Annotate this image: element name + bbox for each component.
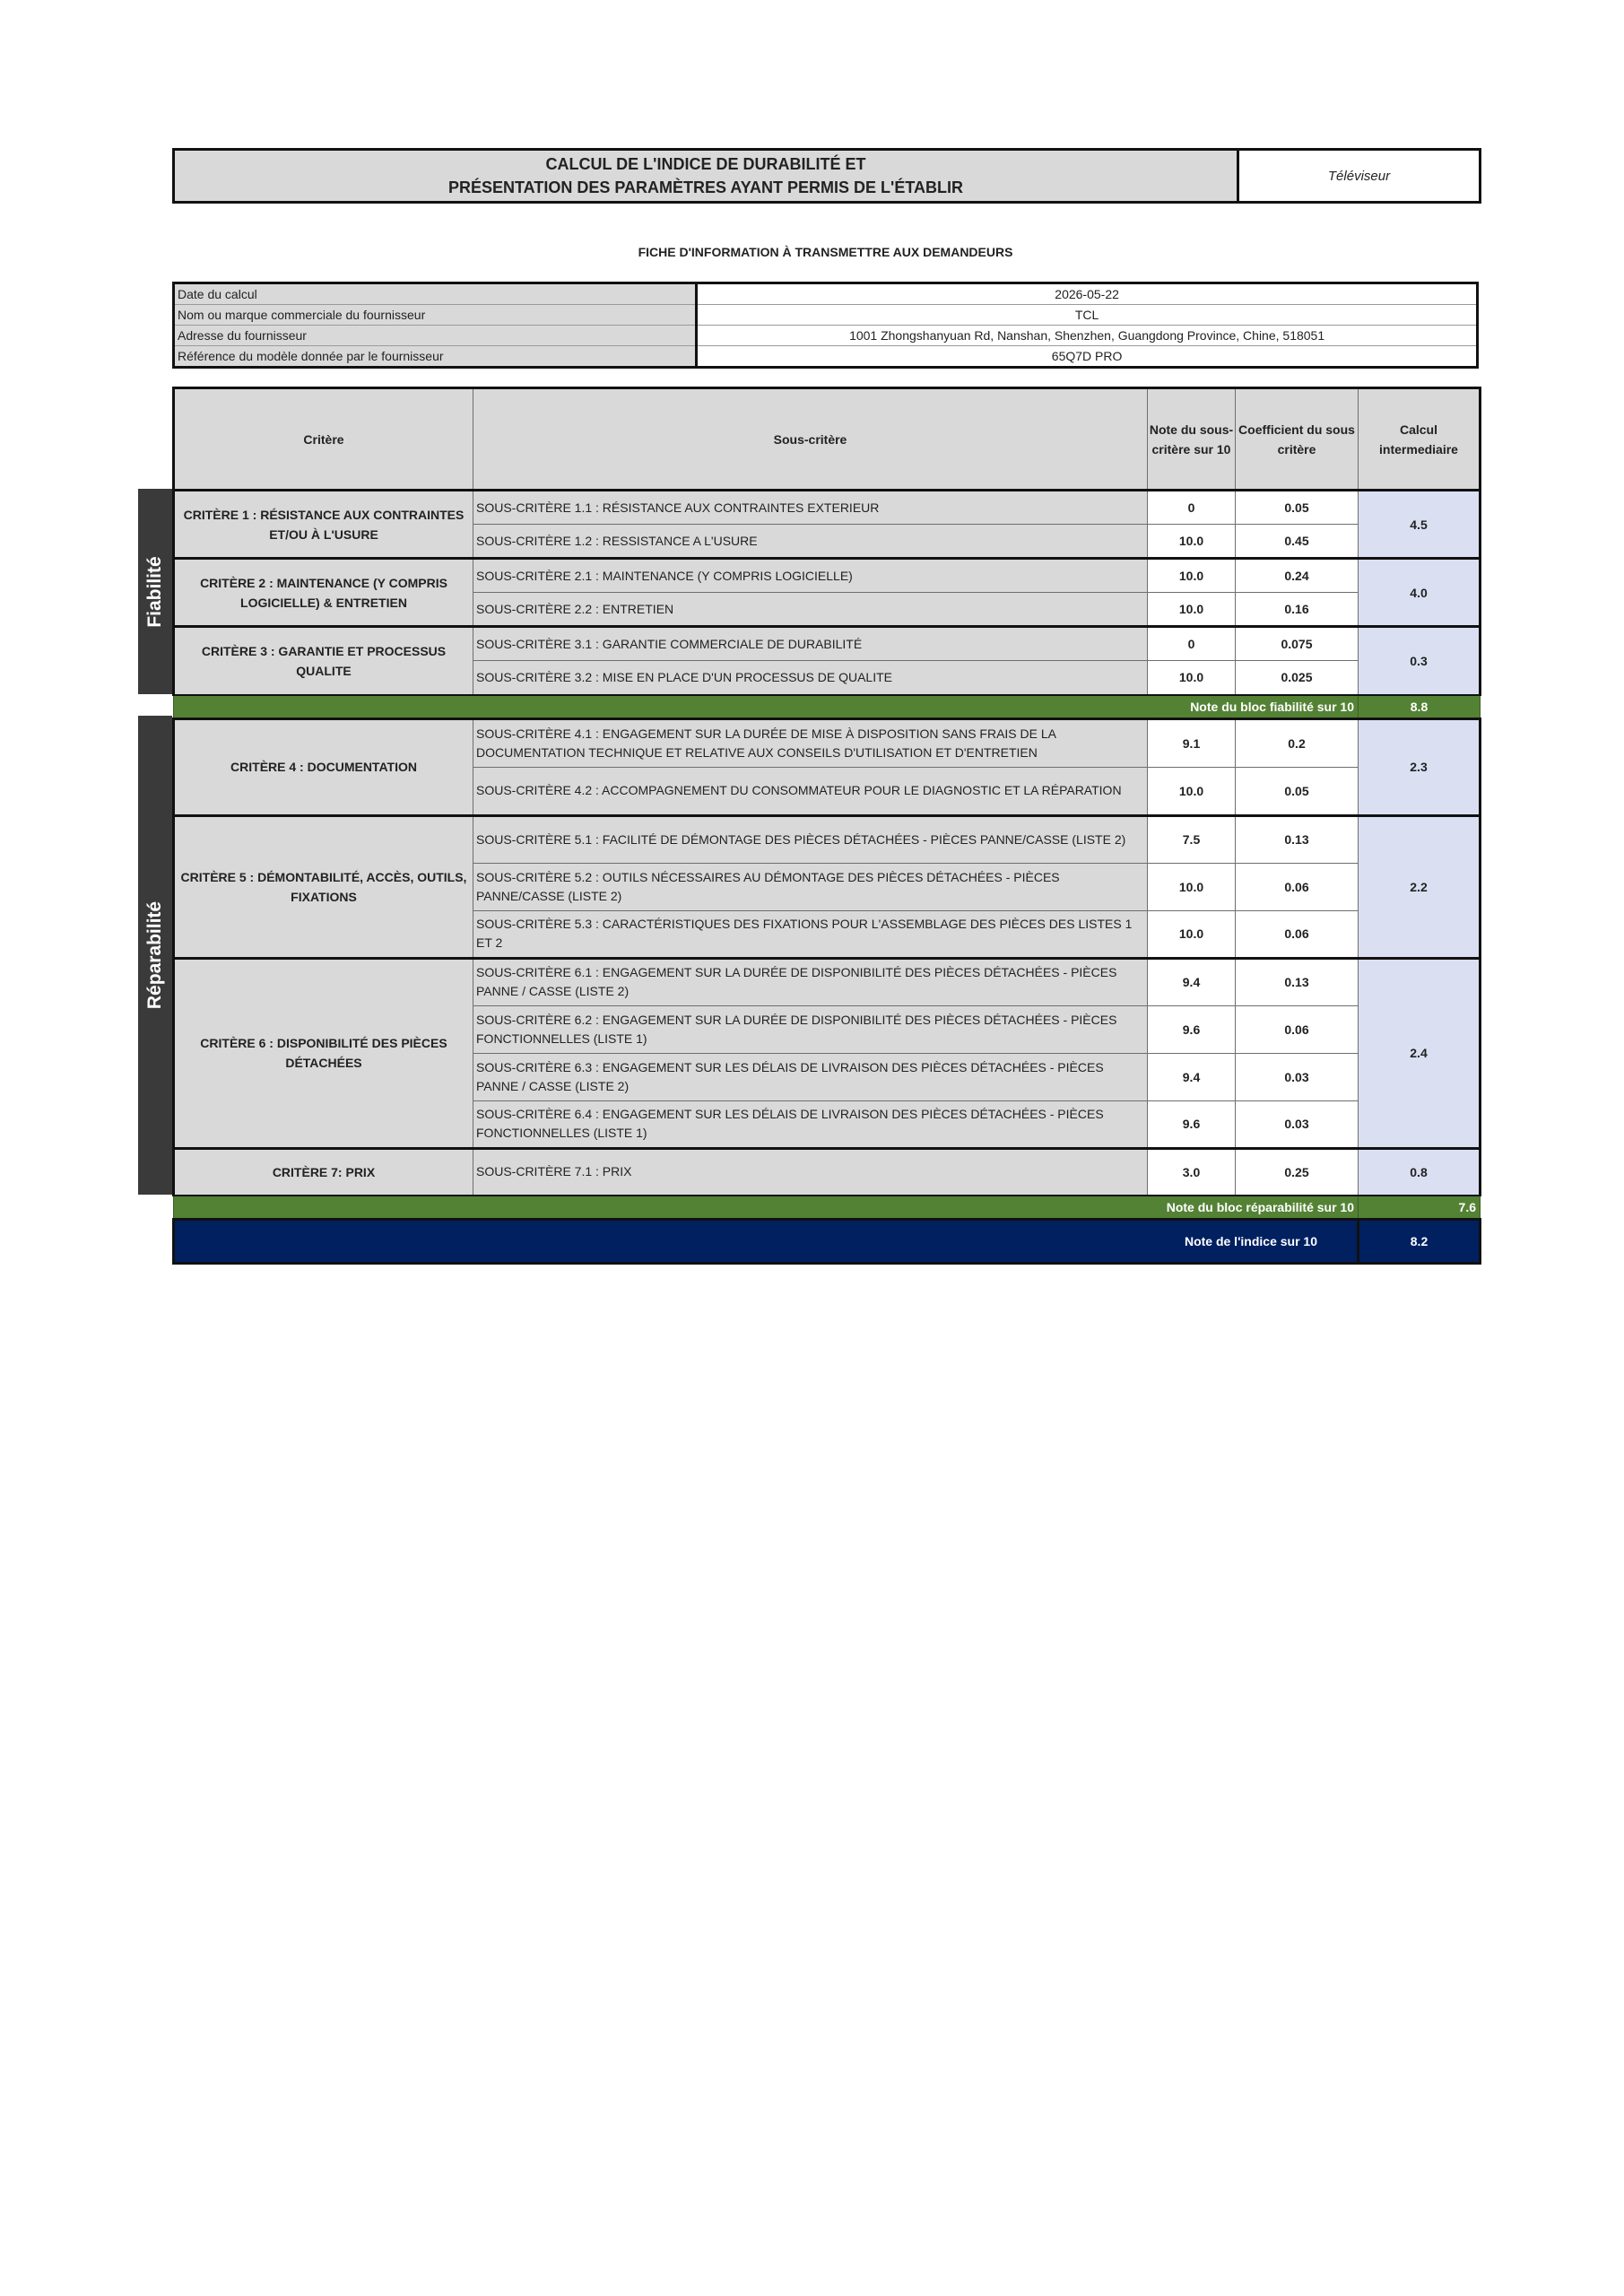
fiabilite-score-row <box>174 695 1481 719</box>
subcriterion-label: SOUS-CRITÈRE 5.3 : CARACTÉRISTIQUES DES FIXATIONS POUR L'ASSEMBLAGE DES PIÈCES DES LISTES 1 ET 2 <box>473 910 1148 958</box>
reparabilite-score-value: 7.6 <box>1359 1196 1481 1220</box>
reparabilite-score-row <box>174 1196 1481 1220</box>
criterion-intermediate-calc: 2.2 <box>1359 815 1481 958</box>
subcriterion-coefficient: 0.16 <box>1236 593 1359 627</box>
subcriterion-label: SOUS-CRITÈRE 4.1 : ENGAGEMENT SUR LA DURÉE DE MISE À DISPOSITION SANS FRAIS DE LA DOCUMENTATION TECHNIQUE ET RELATIVE AUX CONSEILS D'UTILISATION ET D'ENTRETIEN <box>473 718 1148 767</box>
subcriterion-label: SOUS-CRITÈRE 2.2 : ENTRETIEN <box>473 593 1148 627</box>
document-header <box>172 148 1481 204</box>
info-row <box>174 346 1478 368</box>
criterion-label: CRITÈRE 1 : RÉSISTANCE AUX CONTRAINTES ET/OU À L'USURE <box>174 491 473 559</box>
subcriterion-note: 3.0 <box>1148 1148 1236 1196</box>
table-row <box>174 1148 1481 1196</box>
subcriterion-label: SOUS-CRITÈRE 3.1 : GARANTIE COMMERCIALE DE DURABILITÉ <box>473 627 1148 661</box>
subcriterion-note: 9.6 <box>1148 1100 1236 1148</box>
criterion-label: CRITÈRE 3 : GARANTIE ET PROCESSUS QUALITE <box>174 627 473 695</box>
info-row <box>174 283 1478 305</box>
subcriterion-note: 10.0 <box>1148 559 1236 593</box>
subcriterion-label: SOUS-CRITÈRE 6.2 : ENGAGEMENT SUR LA DURÉE DE DISPONIBILITÉ DES PIÈCES DÉTACHÉES - PIÈCES FONCTIONNELLES (LISTE 1) <box>473 1005 1148 1053</box>
title-line-1: CALCUL DE L'INDICE DE DURABILITÉ ET <box>545 155 866 173</box>
criterion-label: CRITÈRE 5 : DÉMONTABILITÉ, ACCÈS, OUTILS, FIXATIONS <box>174 815 473 958</box>
subcriterion-coefficient: 0.06 <box>1236 863 1359 910</box>
subcriterion-coefficient: 0.06 <box>1236 1005 1359 1053</box>
criterion-intermediate-calc: 4.0 <box>1359 559 1481 627</box>
criterion-label: CRITÈRE 4 : DOCUMENTATION <box>174 718 473 815</box>
document-title <box>174 150 1238 203</box>
subcriterion-coefficient: 0.05 <box>1236 491 1359 525</box>
subcriterion-label: SOUS-CRITÈRE 4.2 : ACCOMPAGNEMENT DU CONSOMMATEUR POUR LE DIAGNOSTIC ET LA RÉPARATION <box>473 767 1148 815</box>
info-row <box>174 326 1478 346</box>
table-row <box>174 815 1481 863</box>
criterion-intermediate-calc: 0.3 <box>1359 627 1481 695</box>
subcriterion-note: 10.0 <box>1148 593 1236 627</box>
subcriterion-coefficient: 0.25 <box>1236 1148 1359 1196</box>
title-line-2: PRÉSENTATION DES PARAMÈTRES AYANT PERMIS DE L'ÉTABLIR <box>447 178 963 196</box>
subcriterion-coefficient: 0.24 <box>1236 559 1359 593</box>
header-sous-critere: Sous-critère <box>473 388 1148 491</box>
info-label: Date du calcul <box>174 283 697 305</box>
reparabilite-score-label: Note du bloc réparabilité sur 10 <box>174 1196 1359 1220</box>
subcriterion-coefficient: 0.03 <box>1236 1100 1359 1148</box>
info-value: TCL <box>697 305 1478 326</box>
fiabilite-score-label: Note du bloc fiabilité sur 10 <box>174 695 1359 719</box>
criterion-intermediate-calc: 0.8 <box>1359 1148 1481 1196</box>
subcriterion-coefficient: 0.03 <box>1236 1053 1359 1100</box>
subcriterion-coefficient: 0.06 <box>1236 910 1359 958</box>
document-subtitle: FICHE D'INFORMATION À TRANSMETTRE AUX DEMANDEURS <box>638 245 1013 259</box>
criterion-intermediate-calc: 2.4 <box>1359 958 1481 1148</box>
criterion-intermediate-calc: 2.3 <box>1359 718 1481 815</box>
info-value: 2026-05-22 <box>697 283 1478 305</box>
subcriterion-coefficient: 0.025 <box>1236 661 1359 695</box>
table-row <box>174 559 1481 593</box>
info-value: 1001 Zhongshanyuan Rd, Nanshan, Shenzhen, Guangdong Province, Chine, 518051 <box>697 326 1478 346</box>
subcriterion-label: SOUS-CRITÈRE 3.2 : MISE EN PLACE D'UN PROCESSUS DE QUALITE <box>473 661 1148 695</box>
subcriterion-label: SOUS-CRITÈRE 5.1 : FACILITÉ DE DÉMONTAGE DES PIÈCES DÉTACHÉES - PIÈCES PANNE/CASSE (LISTE 2) <box>473 815 1148 863</box>
subcriterion-note: 10.0 <box>1148 767 1236 815</box>
subcriterion-label: SOUS-CRITÈRE 1.1 : RÉSISTANCE AUX CONTRAINTES EXTERIEUR <box>473 491 1148 525</box>
durability-index-table <box>172 387 1481 1265</box>
criterion-intermediate-calc: 4.5 <box>1359 491 1481 559</box>
info-label: Référence du modèle donnée par le fournisseur <box>174 346 697 368</box>
subcriterion-coefficient: 0.45 <box>1236 525 1359 559</box>
reparabilite-label: Réparabilité <box>144 900 165 1010</box>
subcriterion-coefficient: 0.2 <box>1236 718 1359 767</box>
info-value: 65Q7D PRO <box>697 346 1478 368</box>
subcriterion-note: 10.0 <box>1148 863 1236 910</box>
final-index-label: Note de l'indice sur 10 <box>174 1220 1359 1264</box>
fiabilite-label: Fiabilité <box>144 555 165 628</box>
subcriterion-label: SOUS-CRITÈRE 5.2 : OUTILS NÉCESSAIRES AU DÉMONTAGE DES PIÈCES DÉTACHÉES - PIÈCES PANNE/CASSE (LISTE 2) <box>473 863 1148 910</box>
subcriterion-coefficient: 0.075 <box>1236 627 1359 661</box>
subcriterion-label: SOUS-CRITÈRE 6.4 : ENGAGEMENT SUR LES DÉLAIS DE LIVRAISON DES PIÈCES DÉTACHÉES - PIÈCES FONCTIONNELLES (LISTE 1) <box>473 1100 1148 1148</box>
subcriterion-note: 9.4 <box>1148 1053 1236 1100</box>
table-row <box>174 491 1481 525</box>
criterion-label: CRITÈRE 6 : DISPONIBILITÉ DES PIÈCES DÉTACHÉES <box>174 958 473 1148</box>
criterion-label: CRITÈRE 2 : MAINTENANCE (Y COMPRIS LOGICIELLE) & ENTRETIEN <box>174 559 473 627</box>
fiabilite-block-label <box>138 489 172 694</box>
final-index-row <box>174 1220 1481 1264</box>
subcriterion-note: 10.0 <box>1148 661 1236 695</box>
subcriterion-note: 10.0 <box>1148 525 1236 559</box>
info-label: Adresse du fournisseur <box>174 326 697 346</box>
subcriterion-label: SOUS-CRITÈRE 7.1 : PRIX <box>473 1148 1148 1196</box>
criterion-label: CRITÈRE 7: PRIX <box>174 1148 473 1196</box>
supplier-info-table <box>172 282 1479 369</box>
header-critere: Critère <box>174 388 473 491</box>
subcriterion-note: 0 <box>1148 627 1236 661</box>
subcriterion-note: 9.6 <box>1148 1005 1236 1053</box>
header-calcul: Calcul intermediaire <box>1359 388 1481 491</box>
table-row <box>174 627 1481 661</box>
subcriterion-coefficient: 0.05 <box>1236 767 1359 815</box>
subcriterion-note: 0 <box>1148 491 1236 525</box>
final-index-value: 8.2 <box>1359 1220 1481 1264</box>
subcriterion-label: SOUS-CRITÈRE 6.1 : ENGAGEMENT SUR LA DURÉE DE DISPONIBILITÉ DES PIÈCES DÉTACHÉES - PIÈCES PANNE / CASSE (LISTE 2) <box>473 958 1148 1005</box>
subcriterion-label: SOUS-CRITÈRE 1.2 : RESSISTANCE A L'USURE <box>473 525 1148 559</box>
subcriterion-label: SOUS-CRITÈRE 2.1 : MAINTENANCE (Y COMPRIS LOGICIELLE) <box>473 559 1148 593</box>
reparabilite-block-label <box>138 716 172 1195</box>
header-note: Note du sous-critère sur 10 <box>1148 388 1236 491</box>
fiabilite-score-value: 8.8 <box>1359 695 1481 719</box>
product-category: Téléviseur <box>1238 150 1481 203</box>
subcriterion-note: 7.5 <box>1148 815 1236 863</box>
table-row <box>174 958 1481 1005</box>
table-row <box>174 718 1481 767</box>
info-label: Nom ou marque commerciale du fournisseur <box>174 305 697 326</box>
table-header-row <box>174 388 1481 491</box>
subcriterion-coefficient: 0.13 <box>1236 815 1359 863</box>
subcriterion-note: 9.4 <box>1148 958 1236 1005</box>
subcriterion-label: SOUS-CRITÈRE 6.3 : ENGAGEMENT SUR LES DÉLAIS DE LIVRAISON DES PIÈCES DÉTACHÉES - PIÈCES PANNE / CASSE (LISTE 2) <box>473 1053 1148 1100</box>
info-row <box>174 305 1478 326</box>
subcriterion-note: 10.0 <box>1148 910 1236 958</box>
subcriterion-coefficient: 0.13 <box>1236 958 1359 1005</box>
header-coefficient: Coefficient du sous critère <box>1236 388 1359 491</box>
subcriterion-note: 9.1 <box>1148 718 1236 767</box>
